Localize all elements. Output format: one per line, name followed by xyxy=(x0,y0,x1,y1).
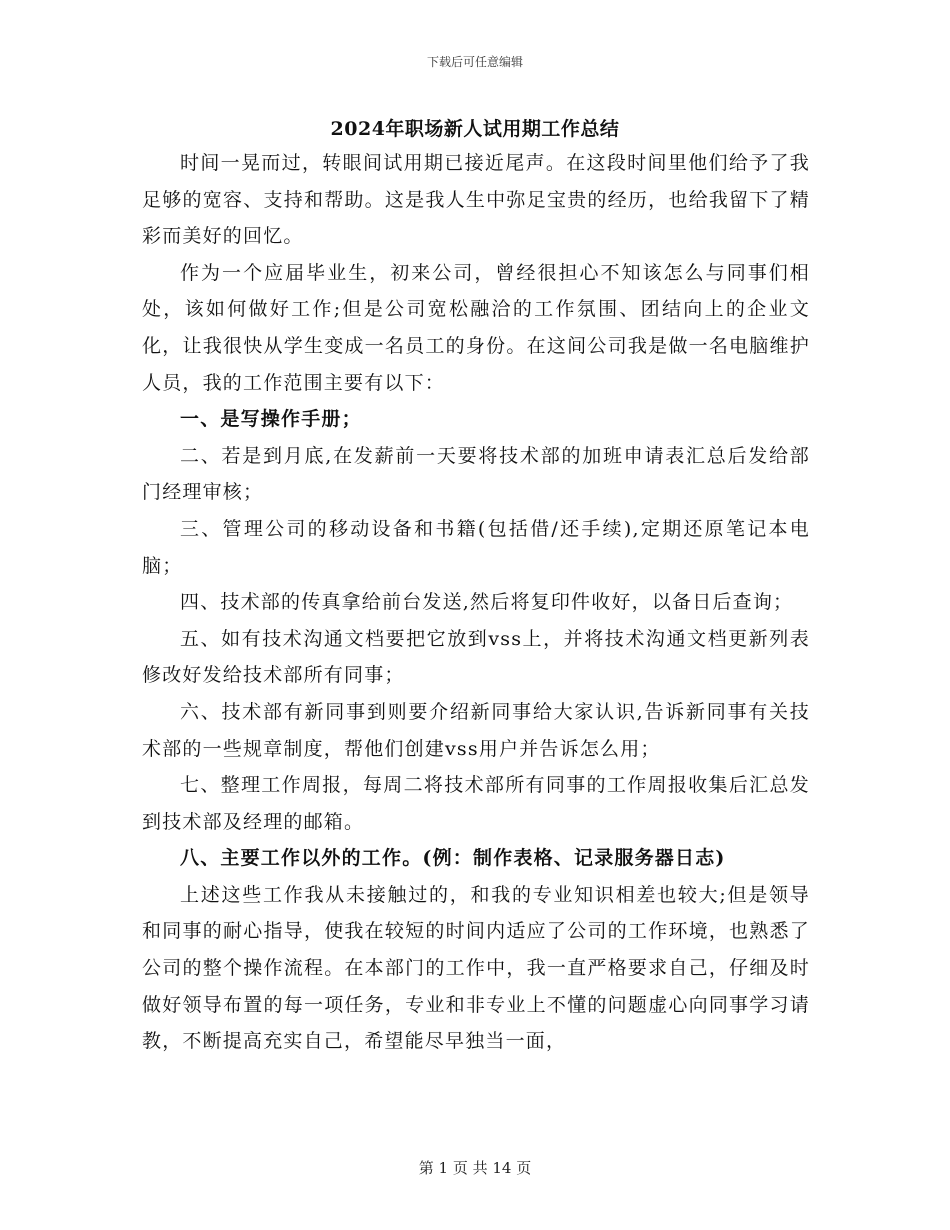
paragraph-reflection: 上述这些工作我从未接触过的，和我的专业知识相差也较大;但是领导和同事的耐心指导，使我在较短的时间内适应了公司的工作环境，也熟悉了公司的整个操作流程。在本部门的工作中，我一直严格要求自己，仔细及时做好领导布置的每一项任务，专业和非专业上不懂的问题虚心向同事学习请教，不断提高充实自己，希望能尽早独当一面， xyxy=(142,883,810,1053)
document-title: 2024年职场新人试用期工作总结 xyxy=(330,118,620,140)
paragraph-work-scope: 作为一个应届毕业生，初来公司，曾经很担心不知该怎么与同事们相处，该如何做好工作;但是公司宽松融洽的工作氛围、团结向上的企业文化，让我很快从学生变成一名员工的身份。在这间公司我是做一名电脑维护人员，我的工作范围主要有以下： xyxy=(142,261,810,394)
list-item-1: 一、是写操作手册； xyxy=(180,408,362,431)
list-item-8: 八、主要工作以外的工作。(例：制作表格、记录服务器日志) xyxy=(180,847,726,870)
page-header-note: 下载后可任意编辑 xyxy=(426,55,523,69)
paragraph-intro: 时间一晃而过，转眼间试用期已接近尾声。在这段时间里他们给予了我足够的宽容、支持和帮助。这是我人生中弥足宝贵的经历，也给我留下了精彩而美好的回忆。 xyxy=(142,152,810,248)
document-body xyxy=(142,145,810,1060)
list-item-7: 七、整理工作周报，每周二将技术部所有同事的工作周报收集后汇总发到技术部及经理的邮箱。 xyxy=(142,774,810,833)
list-item-5: 五、如有技术沟通文档要把它放到vss上，并将技术沟通文档更新列表修改好发给技术部所有同事； xyxy=(142,627,810,687)
list-item-2: 二、若是到月底,在发薪前一天要将技术部的加班申请表汇总后发给部门经理审核； xyxy=(142,444,810,504)
list-item-6: 六、技术部有新同事到则要介绍新同事给大家认识,告诉新同事有关技术部的一些规章制度，帮他们创建vss用户并告诉怎么用； xyxy=(142,700,810,760)
page-number-footer: 第 1 页 共 14 页 xyxy=(418,1159,532,1177)
list-item-3: 三、管理公司的移动设备和书籍(包括借/还手续),定期还原笔记本电脑； xyxy=(142,517,810,577)
list-item-4: 四、技术部的传真拿给前台发送,然后将复印件收好，以备日后查询； xyxy=(180,591,794,614)
